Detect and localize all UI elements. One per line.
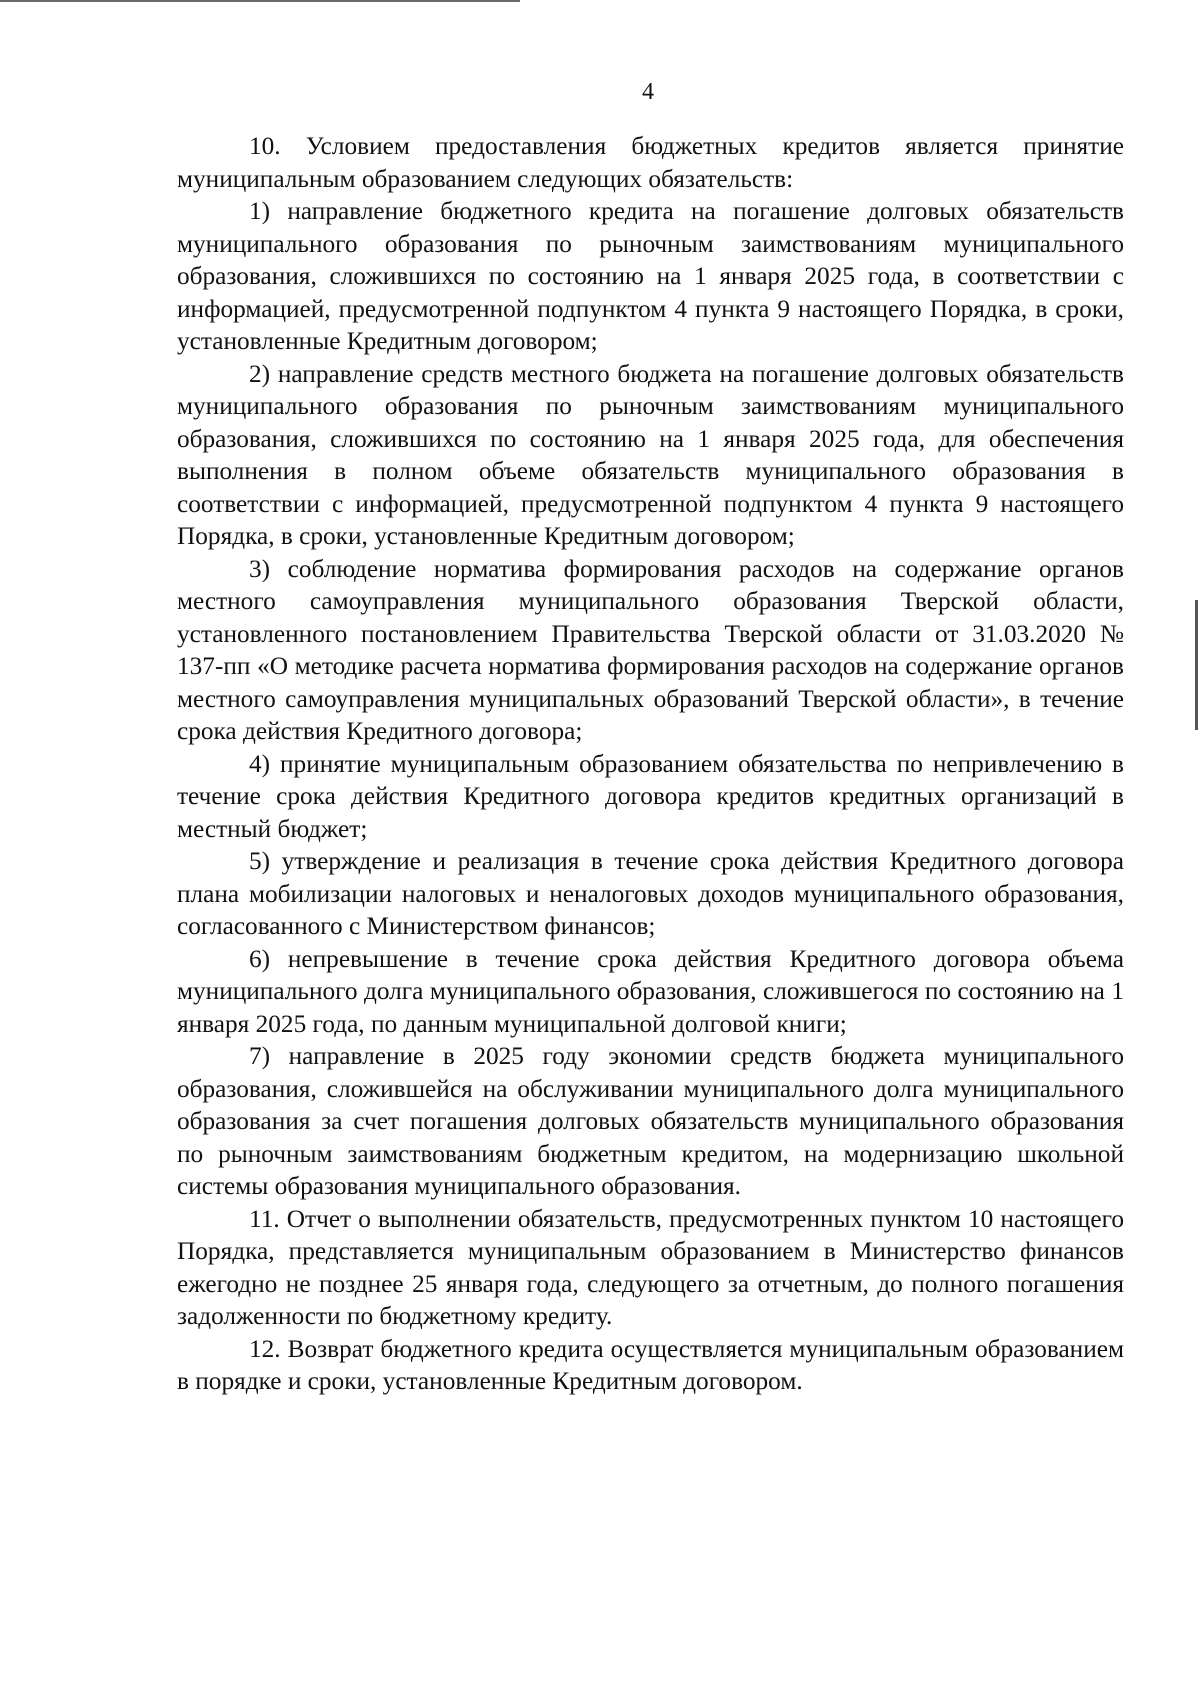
subitem-7: 7) направление в 2025 году экономии средств бюджета муниципального образования, сложившейся на обслуживании муниципального долга муниципального образования за счет погашения долговых обязательств муниципального образования по рыночным заимствованиям бюджетным кредитом, на модернизацию школьной системы образования муниципального образования. [177, 1042, 1124, 1200]
subitem-6: 6) непревышение в течение срока действия Кредитного договора объема муниципального долга муниципального образования, сложившегося по состоянию на 1 января 2025 года, по данным муниципальной долговой книги; [177, 944, 1124, 1038]
subitem-5: 5) утверждение и реализация в течение срока действия Кредитного договора плана мобилизации налоговых и неналоговых доходов муниципального образования, согласованного с Министерством финансов; [177, 847, 1124, 940]
subitem-4: 4) принятие муниципальным образованием обязательства по непривлечению в течение срока действия Кредитного договора кредитов кредитных организаций в местный бюджет; [177, 749, 1124, 843]
subitem-2: 2) направление средств местного бюджета на погашение долговых обязательств муниципального образования по рыночным заимствованиям муниципального образования, сложившихся по состоянию на 1 января 2025 года, для обеспечения выполнения в полном объеме обязательств муниципального образования в соответствии с информацией, предусмотренной подпунктом 4 пункта 9 настоящего Порядка, в сроки, установленные Кредитным договором; [177, 359, 1124, 550]
subitem-1: 1) направление бюджетного кредита на погашение долговых обязательств муниципального образования по рыночным заимствованиям муниципального образования, сложившихся по состоянию на 1 января 2025 года, в соответствии с информацией, предусмотренной подпунктом 4 пункта 9 настоящего Порядка, в сроки, установленные Кредитным договором; [177, 197, 1124, 355]
paragraph-item-10: 10. Условием предоставления бюджетных кредитов является принятие муниципальным образованием следующих обязательств: [177, 132, 1124, 193]
paragraph-item-12: 12. Возврат бюджетного кредита осуществляется муниципальным образованием в порядке и сроки, установленные Кредитным договором. [177, 1334, 1124, 1395]
document-body [177, 130, 1124, 1398]
page-number: 4 [642, 79, 654, 105]
paragraph-item-11: 11. Отчет о выполнении обязательств, предусмотренных пунктом 10 настоящего Порядка, представляется муниципальным образованием в Министерство финансов ежегодно не позднее 25 января года, следующего за отчетным, до полного погашения задолженности по бюджетному кредиту. [177, 1204, 1124, 1330]
scan-edge-artifact [0, 0, 520, 2]
subitem-3: 3) соблюдение норматива формирования расходов на содержание органов местного самоуправления муниципального образования Тверской области, установленного постановлением Правительства Тверской области от 31.03.2020 № 137-пп «О методике расчета норматива формирования расходов на содержание органов местного самоуправления муниципальных образований Тверской области», в течение срока действия Кредитного договора; [177, 554, 1124, 745]
scan-edge-artifact [1195, 600, 1198, 730]
